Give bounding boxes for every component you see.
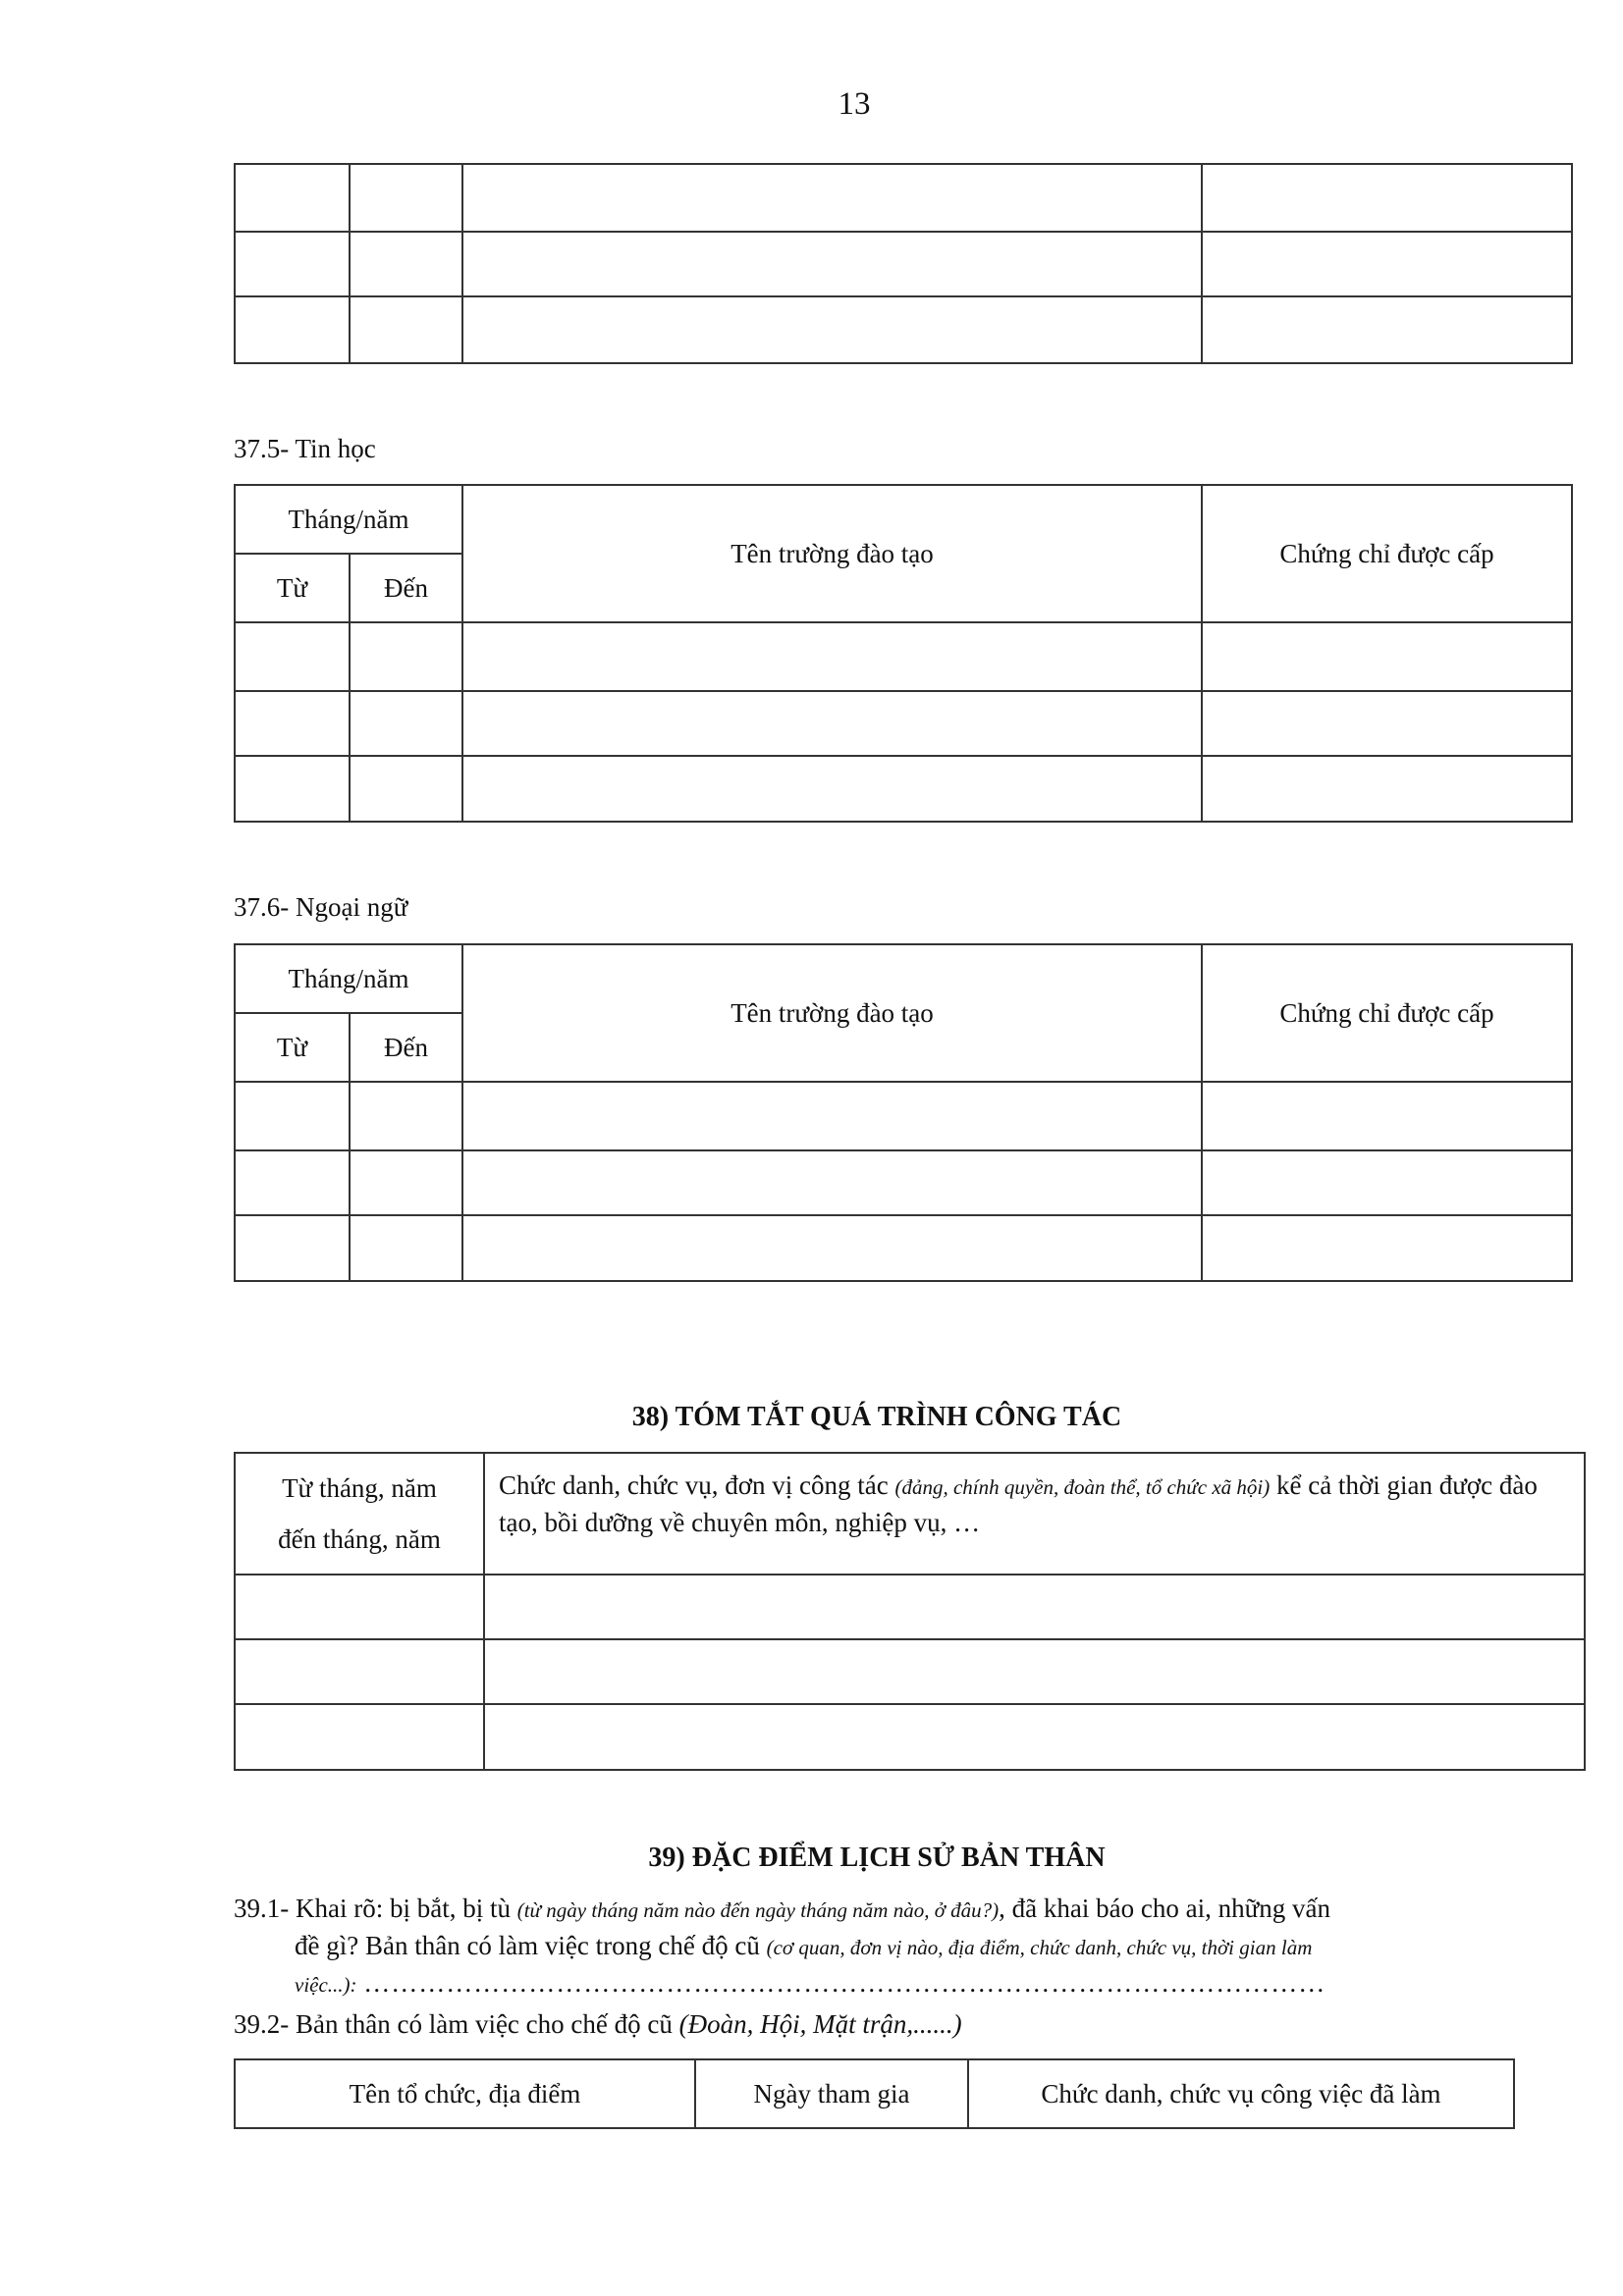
header-organization: Tên tổ chức, địa điểm xyxy=(235,2059,695,2128)
header-from: Từ xyxy=(235,1013,350,1082)
p1-text-c: đề gì? Bản thân có làm việc trong chế độ cũ xyxy=(295,1931,760,1960)
section-38-title: 38) TÓM TẮT QUÁ TRÌNH CÔNG TÁC xyxy=(631,1402,1122,1432)
table-row xyxy=(235,1150,1572,1215)
header-period-line2: đến tháng, năm xyxy=(278,1524,441,1554)
header-description xyxy=(484,1453,1585,1575)
table-row xyxy=(235,232,1572,296)
header-school-name: Tên trường đào tạo xyxy=(462,485,1202,622)
table-row xyxy=(235,1575,1585,1639)
section-39-2-paragraph xyxy=(234,2006,962,2042)
table-row xyxy=(235,756,1572,822)
table-row xyxy=(235,1215,1572,1281)
it-training-table xyxy=(234,484,1573,823)
p1-note-2: (cơ quan, đơn vị nào, địa điểm, chức danh, chức vụ, thời gian làm xyxy=(766,1936,1313,1959)
header-role: Chức danh, chức vụ công việc đã làm xyxy=(968,2059,1514,2128)
p1-dots: …………………………………………………………………………………………… xyxy=(363,1968,1326,1998)
table-row xyxy=(235,622,1572,691)
header-from: Từ xyxy=(235,554,350,622)
language-training-table xyxy=(234,943,1573,1282)
header-to: Đến xyxy=(350,554,462,622)
p2-note: (Đoàn, Hội, Mặt trận,......) xyxy=(678,2009,962,2039)
section-39-title: 39) ĐẶC ĐIỂM LỊCH SỬ BẢN THÂN xyxy=(648,1842,1106,1873)
header-to: Đến xyxy=(350,1013,462,1082)
section-37-5-label: 37.5- Tin học xyxy=(234,434,376,463)
section-37-6-label: 37.6- Ngoại ngữ xyxy=(234,892,408,922)
p1-note-1: (từ ngày tháng năm nào đến ngày tháng năm nào, ở đâu?) xyxy=(516,1898,1000,1922)
header-certificate: Chứng chỉ được cấp xyxy=(1202,485,1572,622)
header-period xyxy=(235,1453,484,1575)
table-row xyxy=(235,1704,1585,1770)
header-description-tail: kể cả thời gian được đào tạo, bồi dưỡng về chuyên môn, nghiệp vụ, … xyxy=(499,1470,1538,1537)
p1-text-b: , đã khai báo cho ai, những vấn xyxy=(999,1894,1330,1923)
p1-note-3: việc...): xyxy=(295,1973,357,1997)
p1-text-a: 39.1- Khai rõ: bị bắt, bị tù xyxy=(234,1894,511,1923)
header-description-note: (đảng, chính quyền, đoàn thể, tổ chức xã hội) xyxy=(894,1475,1271,1499)
p2-text-a: 39.2- Bản thân có làm việc cho chế độ cũ xyxy=(234,2009,673,2039)
work-history-table xyxy=(234,1452,1586,1771)
header-description-main: Chức danh, chức vụ, đơn vị công tác xyxy=(499,1470,889,1500)
table-row xyxy=(235,691,1572,756)
header-month-year: Tháng/năm xyxy=(235,944,462,1013)
section-39-1-paragraph xyxy=(234,1891,1510,2002)
header-month-year: Tháng/năm xyxy=(235,485,462,554)
table-row xyxy=(235,296,1572,363)
table-row xyxy=(235,1082,1572,1150)
old-regime-table xyxy=(234,2058,1515,2129)
header-school-name: Tên trường đào tạo xyxy=(462,944,1202,1082)
table-row xyxy=(235,1639,1585,1704)
continuation-table xyxy=(234,163,1573,364)
header-certificate: Chứng chỉ được cấp xyxy=(1202,944,1572,1082)
table-row xyxy=(235,164,1572,232)
header-join-date: Ngày tham gia xyxy=(695,2059,968,2128)
page-number: 13 xyxy=(838,86,871,122)
header-period-line1: Từ tháng, năm xyxy=(282,1473,437,1503)
